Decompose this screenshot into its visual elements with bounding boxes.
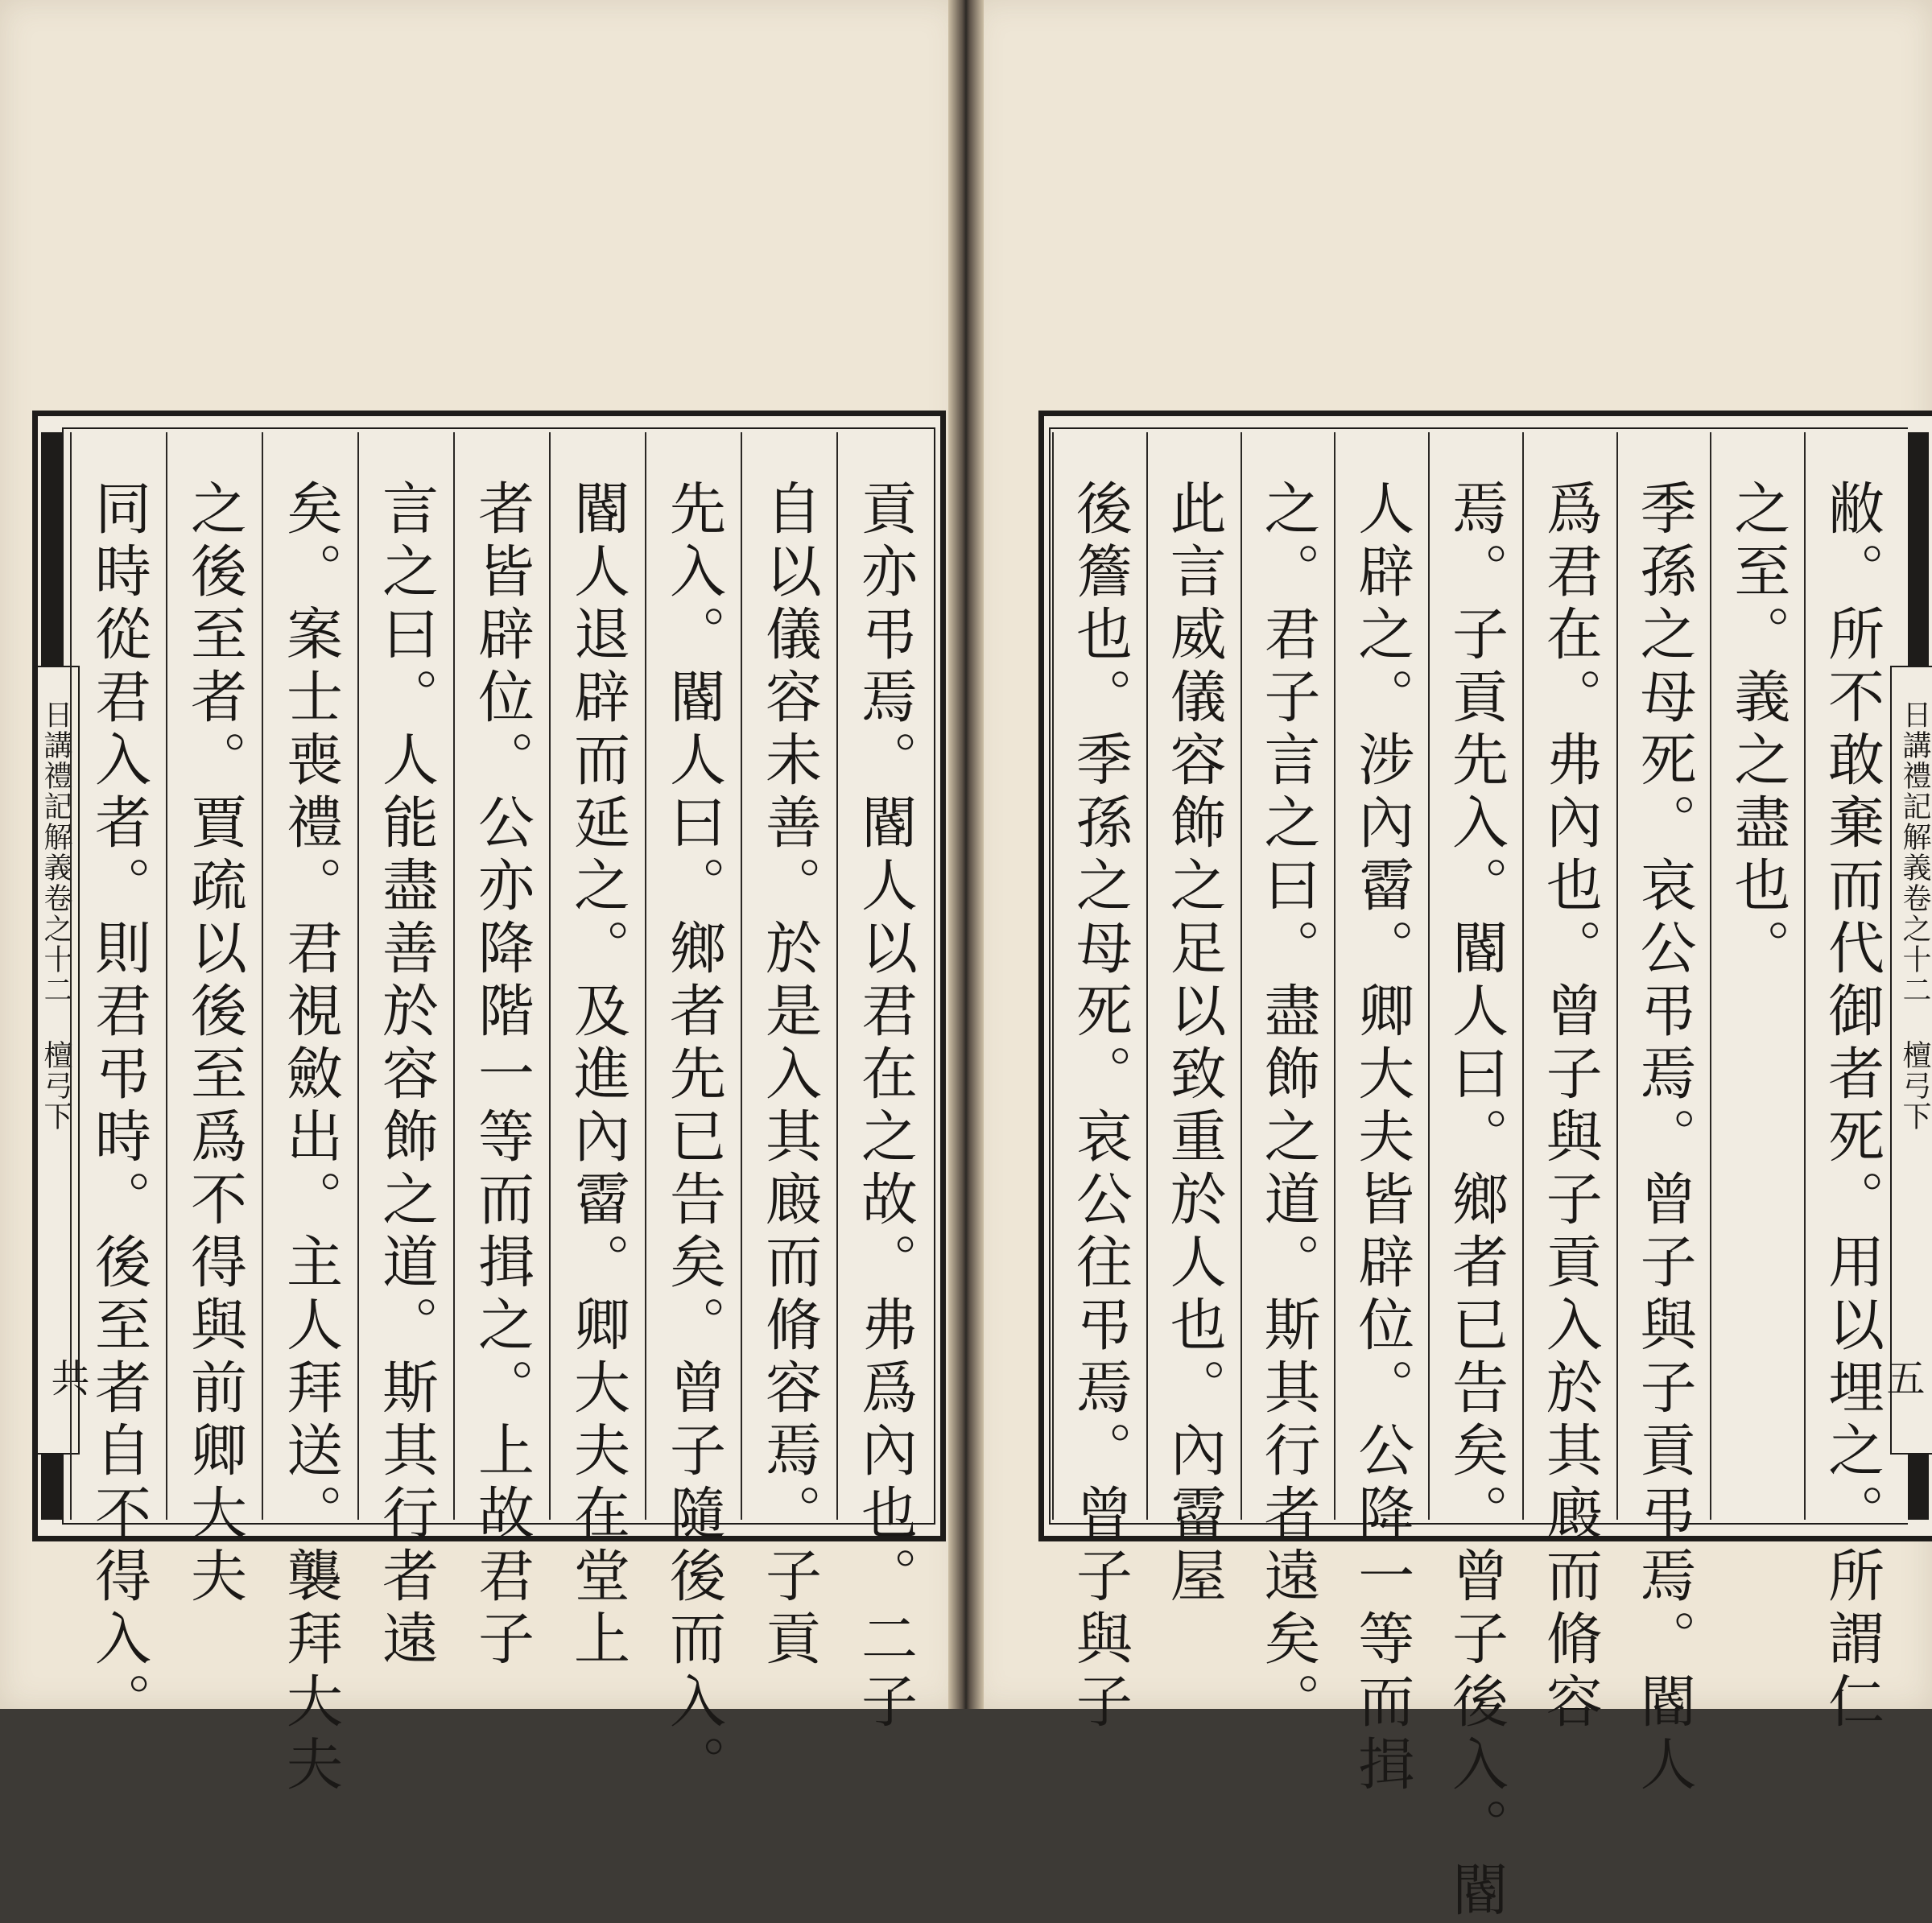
text-column	[1146, 432, 1241, 1609]
text-column	[1428, 432, 1522, 1923]
column-text: 季孫之母死。哀公弔焉。曾子與子貢弔焉。閽人	[1631, 479, 1698, 1797]
column-text: 後簷也。季孫之母死。哀公往弔焉。曾子與子	[1067, 479, 1133, 1735]
left-folio-number: 共	[44, 1358, 89, 1397]
text-column	[1241, 432, 1335, 1735]
column-text: 閽人退辟而延之。及進內霤。卿大夫在堂上	[564, 479, 631, 1672]
column-text: 言之曰。人能盡善於容飾之道。斯其行者遠	[373, 479, 440, 1672]
column-text: 之至。義之盡也。	[1724, 479, 1791, 981]
right-margin-title: 日講禮記解義卷之十二 檀弓下	[1898, 699, 1931, 1132]
right-text-frame	[1038, 411, 1932, 1923]
text-column	[357, 432, 453, 1672]
text-column	[1710, 432, 1804, 1520]
column-text: 人辟之。涉內霤。卿大夫皆辟位。公降一等而揖	[1348, 479, 1415, 1797]
column-text: 同時從君入者。則君弔時。後至者自不得入。	[85, 479, 152, 1735]
text-column	[166, 432, 262, 1609]
left-columns	[70, 432, 932, 1797]
column-text: 矣。案士喪禮。君視斂出。主人拜送。襲拜大夫	[277, 479, 344, 1797]
text-column	[1334, 432, 1428, 1797]
text-column	[645, 432, 741, 1797]
text-column	[1052, 432, 1146, 1735]
left-margin-title: 日講禮記解義卷之十二 檀弓下	[39, 699, 72, 1132]
text-column	[262, 432, 357, 1797]
left-text-frame	[32, 411, 946, 1797]
column-text: 自以儀容未善。於是入其廄而脩容焉。子貢	[756, 479, 823, 1672]
column-text: 者皆辟位。公亦降階一等而揖之。上故君子	[469, 479, 535, 1672]
book-gutter	[948, 0, 984, 1709]
column-text: 焉。子貢先入。閽人曰。鄉者已告矣。曾子後入。閽	[1443, 479, 1509, 1923]
text-column	[1522, 432, 1616, 1735]
text-column	[836, 432, 932, 1735]
text-column	[1616, 432, 1711, 1797]
text-column	[1804, 432, 1898, 1735]
column-text: 爲君在。弗內也。曾子與子貢入於其廄而脩容	[1537, 479, 1604, 1735]
column-text: 此言威儀容飾之足以致重於人也。內霤屋	[1161, 479, 1228, 1609]
text-column	[453, 432, 549, 1672]
text-column	[741, 432, 836, 1672]
column-text: 先入。閽人曰。鄉者先已告矣。曾子隨後而入。	[660, 479, 727, 1797]
text-column	[549, 432, 645, 1672]
column-text: 敝。所不敢棄而代御者死。用以埋之。所謂仁	[1818, 479, 1885, 1735]
column-text: 貢亦弔焉。閽人以君在之故。弗爲內也。二子	[852, 479, 919, 1735]
right-columns	[1052, 432, 1898, 1923]
column-text: 之。君子言之曰。盡飾之道。斯其行者遠矣。	[1254, 479, 1321, 1735]
text-column	[70, 432, 166, 1735]
right-folio-number: 五	[1880, 1358, 1925, 1397]
column-text: 之後至者。賈疏以後至爲不得與前卿大夫	[181, 479, 248, 1609]
